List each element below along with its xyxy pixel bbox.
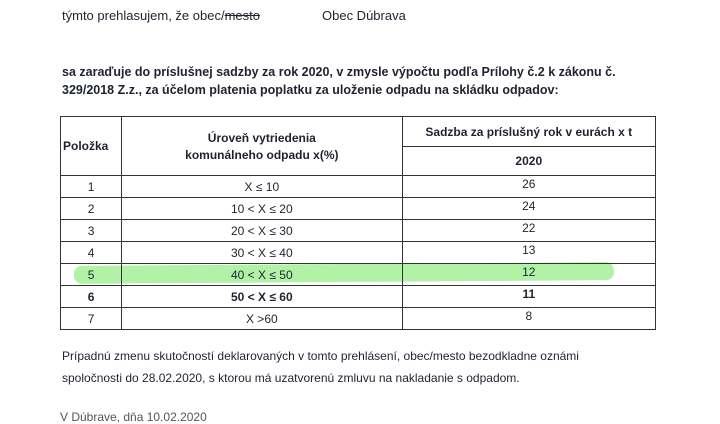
header-year: 2020 [402,147,655,176]
row-level: X ≤ 10 [122,176,402,198]
header-level-line-1: Úroveň vytriedenia [207,131,316,145]
row-level: 20 < X ≤ 30 [122,220,402,242]
row-item: 7 [61,308,122,330]
statement-line-2: 329/2018 Z.z., za účelom platenia poplatku za uloženie odpadu na skládku odpadov: [62,83,559,97]
footnote-paragraph [62,345,579,389]
row-rate: 11 [402,286,655,308]
footnote-line-2: spoločnosti do 28.02.2020, s ktorou má uzatvorenú zmluvu na nakladanie s odpadom. [62,371,520,385]
row-item: 4 [61,242,122,264]
row-level: 50 < X ≤ 60 [122,286,402,308]
row-item: 3 [61,220,122,242]
statement-line-1: sa zaraďuje do príslušnej sadzby za rok 2020, v zmysle výpočtu podľa Prílohy č.2 k zákonu č. [62,65,616,79]
statement-paragraph [62,63,616,99]
footnote-line-1: Prípadnú zmenu skutočností deklarovaných v tomto prehlásení, obec/mesto bezodkladne oznámi [62,349,579,363]
row-level: 30 < X ≤ 40 [122,242,402,264]
row-rate: 26 [402,176,655,198]
header-item: Položka [61,117,122,176]
row-item: 1 [61,176,122,198]
declaration-text: týmto prehlasujem, že obec/ [62,8,225,23]
row-level: 40 < X ≤ 50 [122,264,402,286]
declaration-intro [62,8,260,23]
municipality-name: Obec Dúbrava [322,8,406,23]
table-row [61,220,656,242]
row-level: X >60 [122,308,402,330]
row-item: 2 [61,198,122,220]
header-level [122,117,402,176]
table-row-highlighted [61,286,656,308]
table-row [61,242,656,264]
table-header-row [61,117,656,147]
rates-table [60,116,656,330]
row-rate: 12 [402,264,655,286]
table-row [61,308,656,330]
table-row [61,264,656,286]
row-level: 10 < X ≤ 20 [122,198,402,220]
header-level-line-2: komunálneho odpadu x(%) [185,148,339,162]
row-rate: 22 [402,220,655,242]
table-row [61,198,656,220]
row-item: 6 [61,286,122,308]
header-rate: Sadzba za príslušný rok v eurách x t [402,117,655,147]
place-date-line: V Dúbrave, dňa 10.02.2020 [60,410,207,424]
struck-word: mesto [224,8,260,23]
row-item: 5 [61,264,122,286]
row-rate: 8 [402,308,655,330]
table-row [61,176,656,198]
row-rate: 13 [402,242,655,264]
row-rate: 24 [402,198,655,220]
